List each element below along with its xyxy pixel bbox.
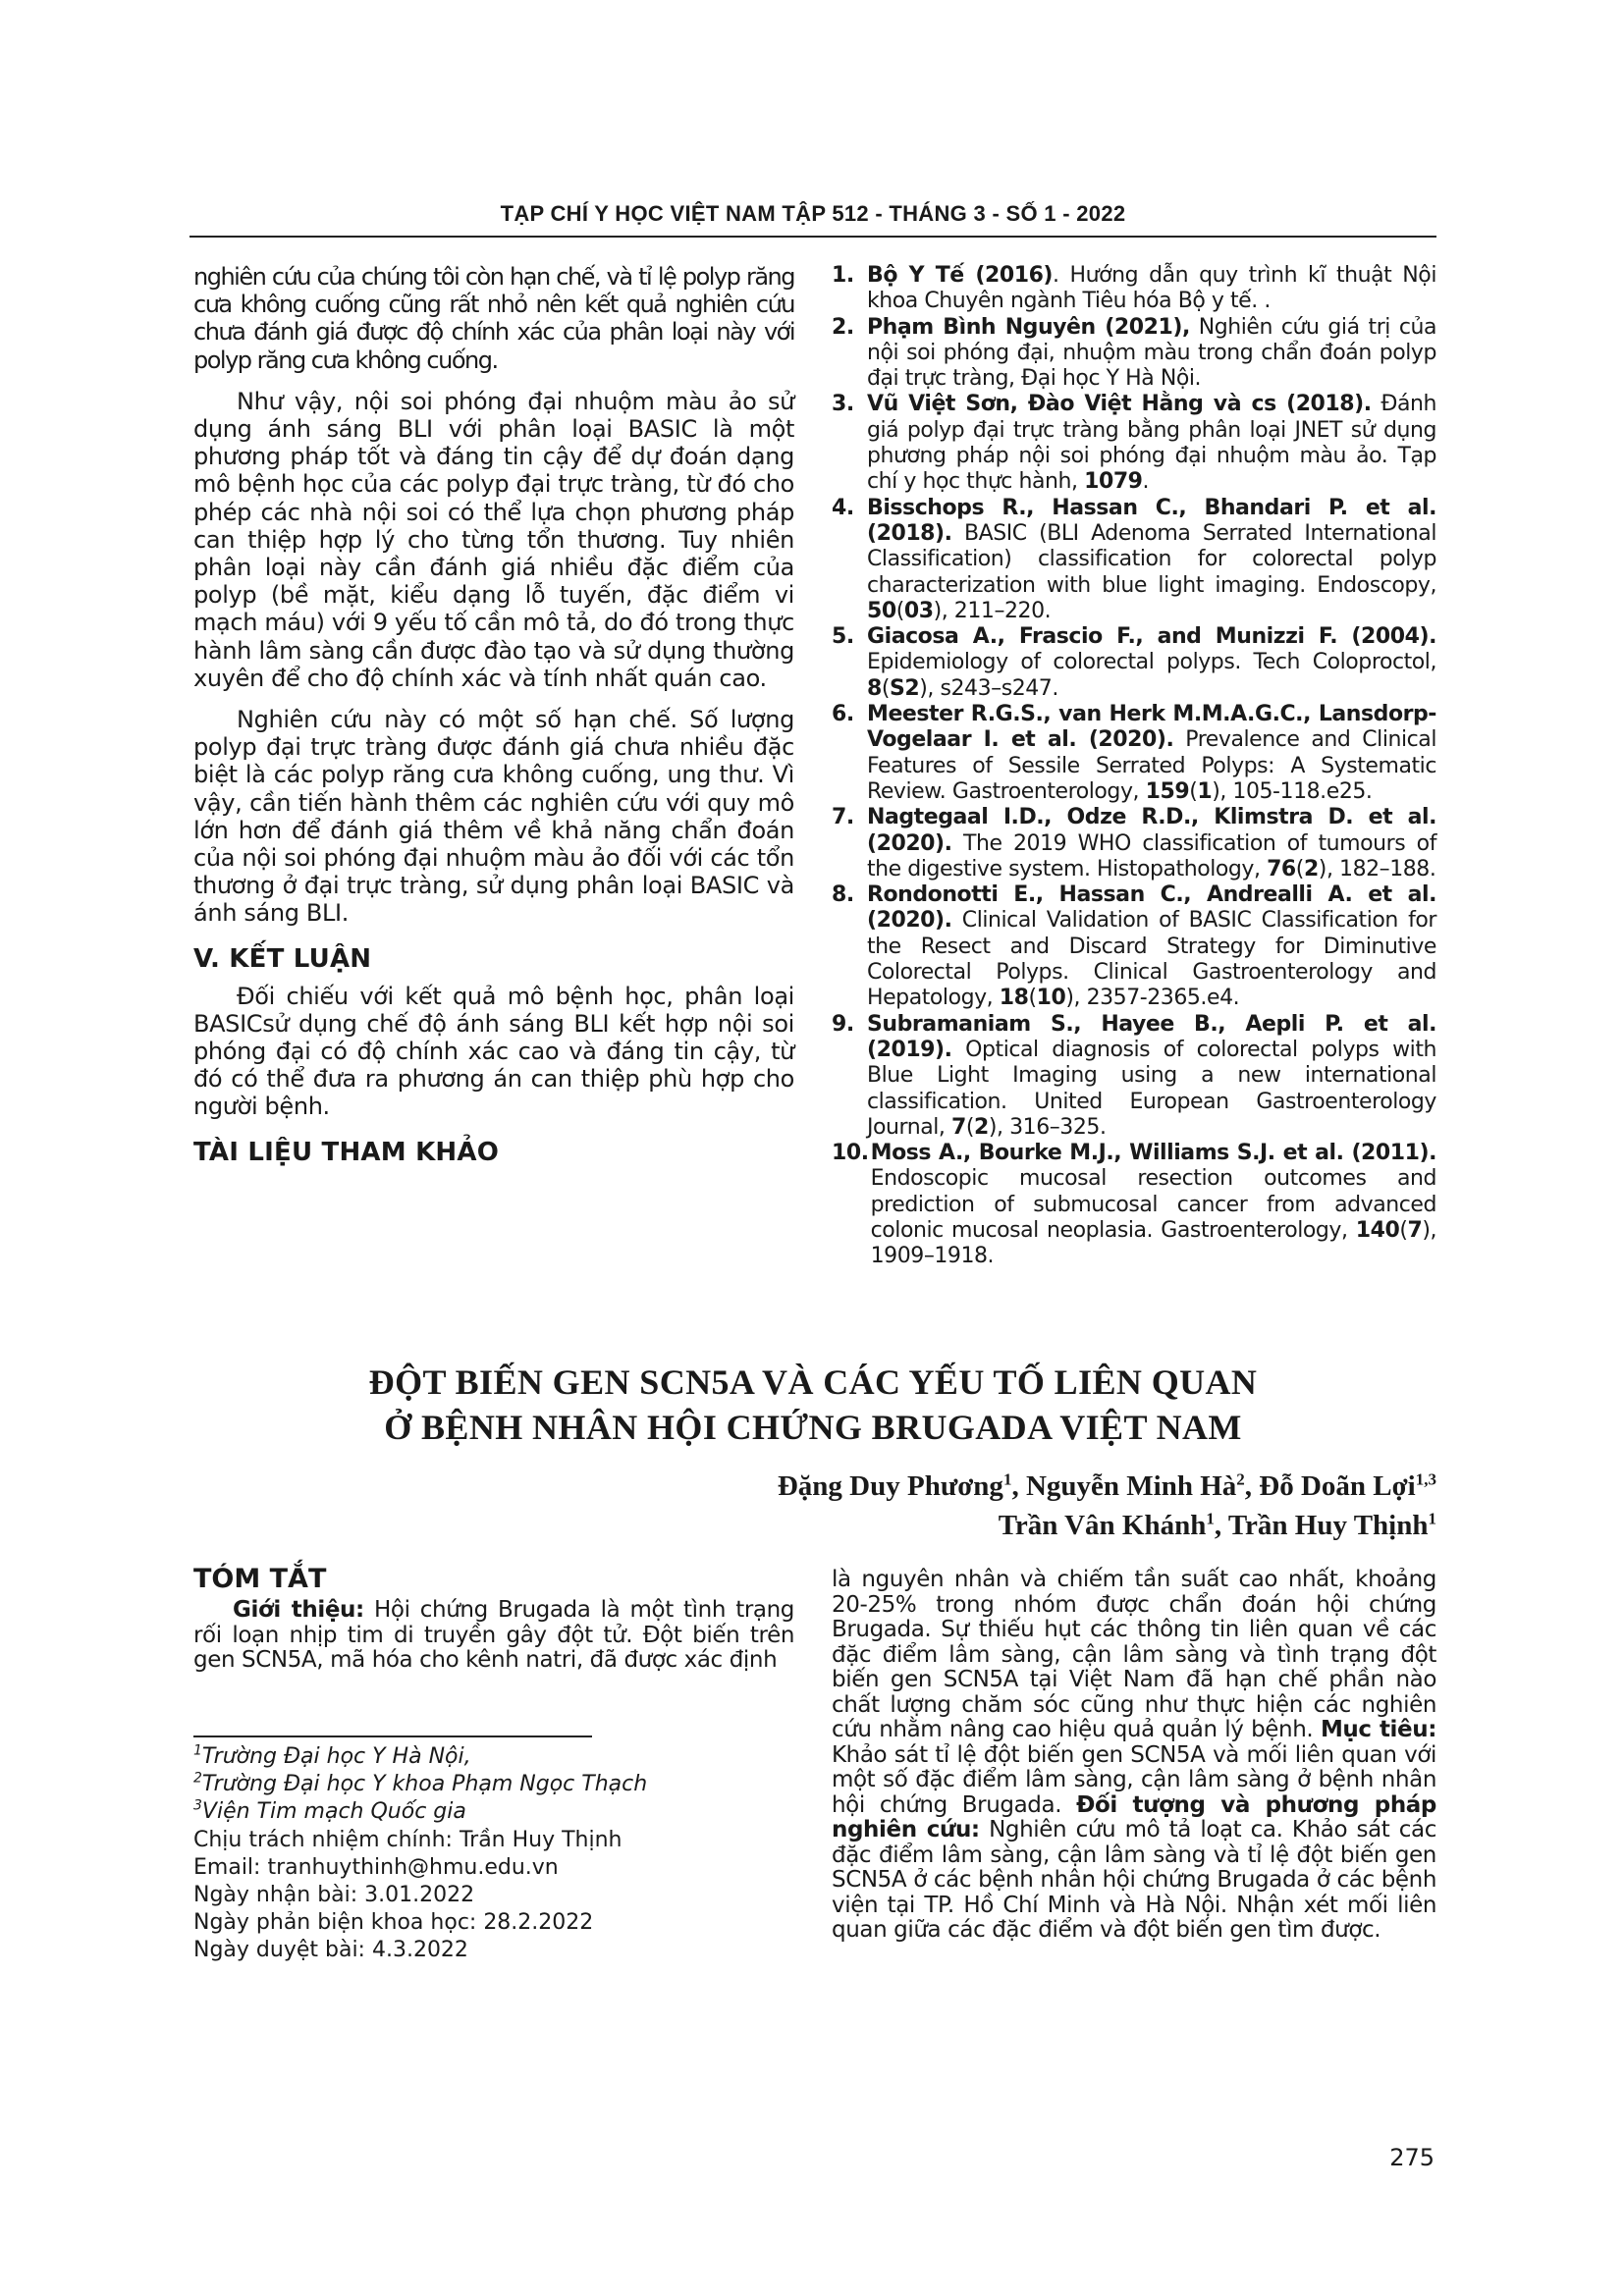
reference-item <box>832 315 1436 393</box>
author-name: Trần Vân Khánh <box>998 1510 1207 1541</box>
references-column <box>832 263 1436 1270</box>
abstract-objective-label: Mục tiêu: <box>1320 1717 1436 1742</box>
reference-authors: Bisschops R., Hassan C., Bhandari P. et al. (2018). <box>867 495 1436 546</box>
journal-header: TẠP CHÍ Y HỌC VIỆT NAM TẬP 512 - THÁNG 3 - SỐ 1 - 2022 <box>500 201 1126 226</box>
reference-authors: Giacosa A., Frascio F., and Munizzi F. (2004). <box>867 624 1436 650</box>
reference-number: 10. <box>832 1141 869 1166</box>
reference-item <box>832 392 1436 495</box>
author-affiliation: 1 <box>1002 1469 1012 1489</box>
author-affiliation: 1 <box>1206 1509 1215 1528</box>
reference-authors: Bộ Y Tế (2016) <box>867 263 1054 288</box>
date-reviewed: Ngày phản biện khoa học: 28.2.2022 <box>193 1910 594 1936</box>
date-received: Ngày nhận bài: 3.01.2022 <box>193 1883 475 1908</box>
article-title-line-2: Ở BỆNH NHÂN HỘI CHỨNG BRUGADA VIỆT NAM <box>384 1408 1242 1447</box>
article-title <box>189 1360 1436 1450</box>
reference-number: 3. <box>832 392 854 417</box>
contact-email: Email: tranhuythinh@hmu.edu.vn <box>193 1854 559 1880</box>
reference-authors: Phạm Bình Nguyên (2021), <box>867 314 1190 340</box>
reference-text: Subramaniam S., Hayee B., Aepli P. et al. (2019). Optical diagnosis of colorectal polyps with Blue Light Imaging using a new international classification. United European Gastroenterology Journal, 7(2), 316–325. <box>867 1011 1436 1140</box>
author-name: Trần Huy Thịnh <box>1227 1510 1429 1541</box>
abstract-intro <box>193 1598 794 1674</box>
reference-authors: Meester R.G.S., van Herk M.M.A.G.C., Lansdorp-Vogelaar I. et al. (2020). <box>867 702 1436 753</box>
reference-number: 9. <box>832 1011 854 1037</box>
author-name: Nguyễn Minh Hà <box>1025 1470 1237 1502</box>
abstract-objective-text: Khảo sát tỉ lệ đột biến gen SCN5A và mối liên quan với một số đặc điểm lâm sàng, cận lâm sàng ở bệnh nhân hội chứng Brugada. <box>832 1741 1436 1818</box>
reference-text: Rondonotti E., Hassan C., Andrealli A. et al. (2020). Clinical Validation of BASIC Classification for the Resect and Discard Strategy for Diminutive Colorectal Polyps. Clinical Gastroenterology and Hepatology, 18(10), 2357-2365.e4. <box>867 882 1436 1011</box>
reference-item <box>832 805 1436 882</box>
reference-authors: Nagtegaal I.D., Odze R.D., Klimstra D. et al. (2020). <box>867 805 1436 856</box>
reference-issue: 7 <box>1407 1217 1423 1243</box>
reference-volume: 140 <box>1355 1217 1400 1243</box>
reference-issue: S2 <box>890 675 920 701</box>
affiliation-1: $^1$Trường Đại học Y Hà Nội, <box>193 1742 471 1769</box>
reference-text: Nagtegaal I.D., Odze R.D., Klimstra D. et al. (2020). The 2019 WHO classification of tumours of the digestive system. Histopathology, 76(2), 182–188. <box>867 805 1436 881</box>
abstract-left <box>193 1563 794 1674</box>
reference-item <box>832 496 1436 624</box>
left-column <box>193 263 794 1176</box>
reference-volume: 8 <box>867 675 882 701</box>
reference-number: 8. <box>832 882 854 908</box>
reference-authors: Moss A., Bourke M.J., Williams S.J. et al. (2011). <box>870 1141 1436 1166</box>
abstract-intro-text: Hội chứng Brugada là một tình trạng rối loạn nhịp tim di truyền gây đột tử. Đột biến trên gen SCN5A, mã hóa cho kênh natri, đã được xác định <box>193 1597 794 1673</box>
reference-item <box>832 624 1436 702</box>
header-divider <box>189 236 1436 238</box>
reference-text: Giacosa A., Frascio F., and Munizzi F. (2004). Epidemiology of colorectal polyps. Tech Coloproctol, 8(S2), s243–s247. <box>867 624 1436 701</box>
affiliation-3: $^3$Viện Tim mạch Quốc gia <box>193 1798 466 1825</box>
reference-issue: 03 <box>903 598 934 623</box>
affiliation-2: $^2$Trường Đại học Y khoa Phạm Ngọc Thạch <box>193 1770 648 1797</box>
reference-issue: 1 <box>1197 778 1213 804</box>
author-name: Đặng Duy Phương <box>777 1470 1003 1502</box>
reference-number: 1. <box>832 263 854 288</box>
reference-authors: Subramaniam S., Hayee B., Aepli P. et al. (2019). <box>867 1011 1436 1062</box>
conclusion-paragraph: Đối chiếu với kết quả mô bệnh học, phân loại BASICsử dụng chế độ ánh sáng BLI kết hợp nội soi phóng đại có độ chính xác cao và đáng tin cậy, từ đó có thể đưa ra phương án can thiệp phù hợp cho người bệnh. <box>193 982 794 1121</box>
abstract-text-part1: là nguyên nhân và chiếm tần suất cao nhất, khoảng 20-25% trong nhóm được chẩn đoán hội chứng Brugada. Sự thiếu hụt các thông tin liên quan về các đặc điểm lâm sàng, cận lâm sàng và tình trạng đột biến gen SCN5A tại Việt Nam đã hạn chế phần nào chất lượng chăm sóc cũng như thực hiện các nghiên cứu nhằm nâng cao hiệu quả quản lý bệnh. <box>832 1567 1436 1742</box>
conclusion-heading: V. KẾT LUẬN <box>193 943 372 974</box>
reference-issue: 2 <box>974 1114 989 1140</box>
reference-text: Moss A., Bourke M.J., Williams S.J. et al. (2011). Endoscopic mucosal resection outcomes and prediction of submucosal cancer from advanced colonic mucosal neoplasia. Gastroenterology, 140(7), 1909–1918. <box>870 1141 1436 1269</box>
page-number: 275 <box>1389 2144 1435 2171</box>
reference-text: Vũ Việt Sơn, Đào Việt Hằng và cs (2018). Đánh giá polyp đại trực tràng bằng phân loại JNET sử dụng phương pháp nội soi phóng đại nhuộm màu ảo. Tạp chí y học thực hành, 1079. <box>867 392 1436 495</box>
reference-list <box>832 263 1436 1270</box>
abstract-methods-label: Đối tượng và phương pháp nghiên cứu: <box>832 1791 1436 1842</box>
reference-number: 5. <box>832 624 854 650</box>
reference-issue: 2 <box>1303 856 1319 881</box>
reference-volume: 1079 <box>1084 469 1143 495</box>
article-title-line-1: ĐỘT BIẾN GEN SCN5A VÀ CÁC YẾU TỐ LIÊN QUAN <box>368 1362 1258 1402</box>
footnote-divider <box>193 1735 592 1737</box>
reference-number: 7. <box>832 805 854 830</box>
reference-text: Bộ Y Tế (2016). Hướng dẫn quy trình kĩ thuật Nội khoa Chuyên ngành Tiêu hóa Bộ y tế. . <box>867 263 1436 314</box>
reference-volume: 159 <box>1145 778 1190 804</box>
author-list <box>455 1467 1436 1545</box>
reference-text: Phạm Bình Nguyên (2021), Nghiên cứu giá trị của nội soi phóng đại, nhuộm màu trong chẩn đoán polyp đại trực tràng, Đại học Y Hà Nội. <box>867 314 1437 392</box>
abstract-right <box>832 1568 1436 1944</box>
body-paragraph-2: Như vậy, nội soi phóng đại nhuộm màu ảo sử dụng ánh sáng BLI với phân loại BASIC là một phương pháp tốt và đáng tin cậy để dự đoán dạng mô bệnh học của các polyp đại trực tràng, từ đó cho phép các nhà nội soi có thể lựa chọn phương pháp can thiệp hợp lý cho từng tổn thương. Tuy nhiên phân loại này cần đánh giá nhiều đặc điểm của polyp (bề mặt, kiểu dạng lỗ tuyến, đặc điểm vi mạch máu) với 9 yếu tố cần mô tả, do đó trong thực hành lâm sàng cần được đào tạo và sử dụng thường xuyên để cho độ chính xác và tính nhất quán cao. <box>193 387 794 692</box>
reference-number: 4. <box>832 495 854 520</box>
reference-authors: Vũ Việt Sơn, Đào Việt Hằng và cs (2018). <box>867 392 1372 417</box>
reference-text: Bisschops R., Hassan C., Bhandari P. et al. (2018). BASIC (BLI Adenoma Serrated International Classification) classification for colorectal polyp characterization with blue light imaging. Endoscopy, 50(03), 211–220. <box>867 495 1436 623</box>
body-paragraph-1: nghiên cứu của chúng tôi còn hạn chế, và tỉ lệ polyp răng cưa không cuống cũng rất nhỏ nên kết quả nghiên cứu chưa đánh giá được độ chính xác của phân loại này với polyp răng cưa không cuống. <box>193 263 794 374</box>
author-affiliation: 1 <box>1428 1509 1436 1528</box>
abstract-heading: TÓM TẮT <box>193 1564 327 1594</box>
reference-number: 2. <box>832 314 854 340</box>
footnotes <box>193 1743 794 1965</box>
reference-issue: 10 <box>1036 986 1066 1011</box>
reference-volume: 18 <box>999 986 1029 1011</box>
abstract-methods-text: Nghiên cứu mô tả loạt ca. Khảo sát các đặc điểm lâm sàng, cận lâm sàng và tỉ lệ đột biến gen SCN5A ở các bệnh nhân hội chứng Brugada ở các bệnh viện tại TP. Hồ Chí Minh và Hà Nội. Nhận xét mối liên quan giữa các đặc điểm và đột biến gen tìm được. <box>832 1817 1436 1943</box>
date-accepted: Ngày duyệt bài: 4.3.2022 <box>193 1938 468 1963</box>
reference-number: 6. <box>832 702 854 727</box>
author-affiliation: 1,3 <box>1415 1469 1436 1489</box>
author-name: Đỗ Doãn Lợi <box>1259 1470 1416 1502</box>
author-affiliation: 2 <box>1236 1469 1245 1489</box>
body-paragraph-3: Nghiên cứu này có một số hạn chế. Số lượng polyp đại trực tràng được đánh giá chưa nhiều đặc biệt là các polyp răng cưa không cuống, ung thư. Vì vậy, cần tiến hành thêm các nghiên cứu với quy mô lớn hơn để đánh giá thêm về khả năng chẩn đoán của nội soi phóng đại nhuộm màu ảo đối với các tổn thương ở đại trực tràng, sử dụng phân loại BASIC và ánh sáng BLI. <box>193 706 794 928</box>
responsible-author: Chịu trách nhiệm chính: Trần Huy Thịnh <box>193 1827 623 1852</box>
reference-volume: 50 <box>867 598 896 623</box>
abstract-continued <box>832 1568 1436 1944</box>
reference-item <box>832 263 1436 315</box>
author-line-2: Trần Vân Khánh$^1$, Trần Huy Thịnh$^1$ <box>998 1509 1436 1541</box>
reference-item <box>832 1012 1436 1141</box>
references-heading: TÀI LIỆU THAM KHẢO <box>193 1137 500 1167</box>
reference-volume: 76 <box>1267 856 1296 881</box>
abstract-intro-label: Giới thiệu: <box>233 1597 364 1623</box>
reference-item <box>832 1141 1436 1269</box>
reference-authors: Rondonotti E., Hassan C., Andrealli A. et al. (2020). <box>867 882 1436 934</box>
reference-item <box>832 882 1436 1011</box>
reference-text: Meester R.G.S., van Herk M.M.A.G.C., Lansdorp-Vogelaar I. et al. (2020). Prevalence and Clinical Features of Sessile Serrated Polyps: A Systematic Review. Gastroenterology, 159(1), 105-118.e25. <box>867 702 1436 804</box>
author-line-1: Đặng Duy Phương$^1$, Nguyễn Minh $Hà^2$, Đỗ Doãn Lợi$^{1,3}$ <box>777 1469 1436 1502</box>
reference-volume: 7 <box>951 1114 966 1140</box>
reference-item <box>832 702 1436 805</box>
